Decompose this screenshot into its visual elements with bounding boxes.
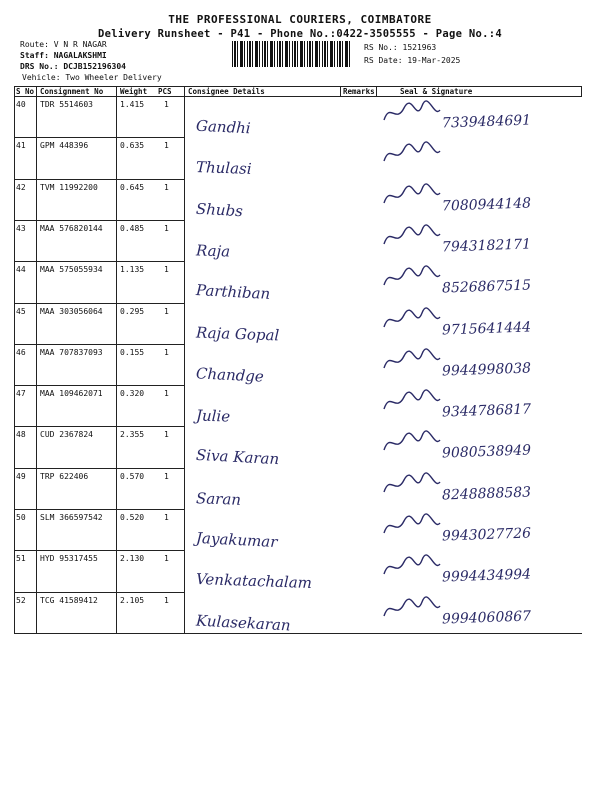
phone-number: 9994060867 <box>441 608 532 628</box>
cell-consignment: TRP 622406 <box>40 471 89 481</box>
cell-consignment: TCG 41589412 <box>40 595 98 605</box>
cell-consignment: CUD 2367824 <box>40 430 93 440</box>
cell-consignment: MAA 707837093 <box>40 347 103 357</box>
cell-sno: 46 <box>16 347 26 357</box>
col-divider <box>581 86 582 96</box>
signature <box>382 430 442 460</box>
cell-weight: 0.570 <box>120 471 145 481</box>
company-title: THE PROFESSIONAL COURIERS, COIMBATORE <box>168 13 432 26</box>
table-bottom-border <box>14 633 582 634</box>
cell-pcs: 1 <box>164 265 169 275</box>
row-divider <box>14 303 184 304</box>
cell-pcs: 1 <box>164 347 169 357</box>
cell-sno: 50 <box>16 513 26 522</box>
signature <box>382 596 442 626</box>
rs-date: RS Date: 19-Mar-2025 <box>364 56 461 65</box>
consignee-name: Chandge <box>195 364 265 386</box>
cell-weight: 0.645 <box>120 182 145 192</box>
barcode <box>232 41 352 67</box>
cell-pcs: 1 <box>164 306 169 316</box>
cell-consignment: HYD 95317455 <box>40 554 98 564</box>
cell-weight: 2.355 <box>120 430 145 440</box>
signature <box>382 183 442 213</box>
consignee-name: Siva Karan <box>195 446 280 469</box>
consignee-name: Raja Gopal <box>195 323 280 344</box>
cell-pcs: 1 <box>164 100 169 109</box>
phone-number: 8248888583 <box>441 484 532 504</box>
signature <box>382 472 442 502</box>
rs-number: RS No.: 1521963 <box>364 43 437 52</box>
cell-sno: 41 <box>16 141 26 151</box>
cell-sno: 42 <box>16 182 26 192</box>
signature <box>382 513 442 543</box>
cell-sno: 45 <box>16 306 26 316</box>
phone-number: 9715641444 <box>441 318 532 339</box>
cell-pcs: 1 <box>164 182 169 192</box>
row-divider <box>14 179 184 180</box>
signature <box>382 389 442 419</box>
phone-number: 9994434994 <box>441 566 532 586</box>
cell-weight: 0.155 <box>120 347 145 357</box>
row-divider <box>14 220 184 221</box>
signature <box>382 141 442 171</box>
cell-sno: 49 <box>16 471 26 481</box>
cell-weight: 1.135 <box>120 265 145 275</box>
cell-pcs: 1 <box>164 513 169 522</box>
consignee-name: Raja <box>195 241 231 261</box>
cell-consignment: MAA 575055934 <box>40 265 103 275</box>
col-divider <box>376 86 377 96</box>
signature <box>382 100 442 130</box>
cell-weight: 2.105 <box>120 595 145 605</box>
phone-number: 7080944148 <box>441 195 532 215</box>
phone-number: 8526867515 <box>441 277 532 297</box>
cell-sno: 44 <box>16 265 26 275</box>
cell-pcs: 1 <box>164 223 169 233</box>
cell-consignment: TDR 5514603 <box>40 100 93 109</box>
col-divider <box>116 86 117 634</box>
row-divider <box>14 550 184 551</box>
cell-consignment: MAA 576820144 <box>40 223 103 233</box>
phone-number: 9344786817 <box>441 401 532 421</box>
cell-consignment: SLM 366597542 <box>40 513 103 522</box>
cell-weight: 0.295 <box>120 306 145 316</box>
phone-number: 7339484691 <box>441 112 532 132</box>
header-weight: Weight <box>120 87 148 96</box>
row-divider <box>14 385 184 386</box>
cell-sno: 43 <box>16 223 26 233</box>
consignee-name: Jayakumar <box>195 528 278 552</box>
consignee-name: Kulasekaran <box>195 611 292 635</box>
cell-sno: 47 <box>16 389 26 399</box>
runsheet-title: Delivery Runsheet - P41 - Phone No.:0422-3505555 - Page No.:4 <box>98 28 502 40</box>
phone-number: 7943182171 <box>441 236 532 256</box>
header-consignment: Consignment No <box>40 87 104 96</box>
signature <box>382 554 442 584</box>
cell-weight: 0.320 <box>120 389 145 399</box>
cell-pcs: 1 <box>164 554 169 564</box>
cell-sno: 51 <box>16 554 26 564</box>
header-consignee: Consignee Details <box>188 87 265 96</box>
phone-number: 9944998038 <box>441 360 532 380</box>
cell-weight: 1.415 <box>120 100 145 109</box>
row-divider <box>14 426 184 427</box>
consignee-name: Saran <box>195 488 242 509</box>
row-divider <box>14 344 184 345</box>
route-text: Route: V N R NAGAR <box>20 40 107 49</box>
cell-consignment: GPM 448396 <box>40 141 89 151</box>
signature <box>382 348 442 378</box>
consignee-name: Gandhi <box>195 116 252 138</box>
col-divider <box>14 86 15 634</box>
col-divider <box>36 86 37 634</box>
row-divider <box>14 468 184 469</box>
col-divider <box>184 86 185 634</box>
vehicle-text: Vehicle: Two Wheeler Delivery <box>22 73 162 82</box>
row-divider <box>14 261 184 262</box>
staff-text: Staff: NAGALAKSHMI <box>20 51 107 60</box>
consignee-name: Venkatachalam <box>195 570 313 593</box>
cell-weight: 2.130 <box>120 554 145 564</box>
header-divider <box>14 96 582 97</box>
header-remarks: Remarks <box>343 87 375 96</box>
cell-sno: 48 <box>16 430 26 440</box>
consignee-name: Shubs <box>195 199 244 220</box>
cell-weight: 0.635 <box>120 141 145 151</box>
cell-consignment: MAA 109462071 <box>40 389 103 399</box>
cell-sno: 52 <box>16 595 26 605</box>
signature <box>382 307 442 337</box>
cell-pcs: 1 <box>164 389 169 399</box>
cell-consignment: MAA 303056064 <box>40 306 103 316</box>
cell-pcs: 1 <box>164 141 169 151</box>
cell-pcs: 1 <box>164 471 169 481</box>
cell-pcs: 1 <box>164 595 169 605</box>
runsheet-table <box>14 86 582 634</box>
cell-weight: 0.520 <box>120 513 145 522</box>
phone-number: 9943027726 <box>441 525 532 545</box>
signature <box>382 265 442 295</box>
header-signature: Seal & Signature <box>400 87 473 96</box>
cell-weight: 0.485 <box>120 223 145 233</box>
drs-text: DRS No.: DCJB152196304 <box>20 62 126 71</box>
header-sno: S No <box>16 87 35 96</box>
phone-number: 9080538949 <box>441 442 532 462</box>
header-pcs: PCS <box>158 87 172 96</box>
cell-consignment: TVM 11992200 <box>40 182 98 192</box>
consignee-name: Julie <box>195 406 231 426</box>
row-divider <box>14 592 184 593</box>
consignee-name: Thulasi <box>195 158 252 179</box>
col-divider <box>340 86 341 96</box>
cell-pcs: 1 <box>164 430 169 440</box>
signature <box>382 224 442 254</box>
row-divider <box>14 509 184 510</box>
row-divider <box>14 137 184 138</box>
consignee-name: Parthiban <box>195 281 271 304</box>
cell-sno: 40 <box>16 100 26 109</box>
